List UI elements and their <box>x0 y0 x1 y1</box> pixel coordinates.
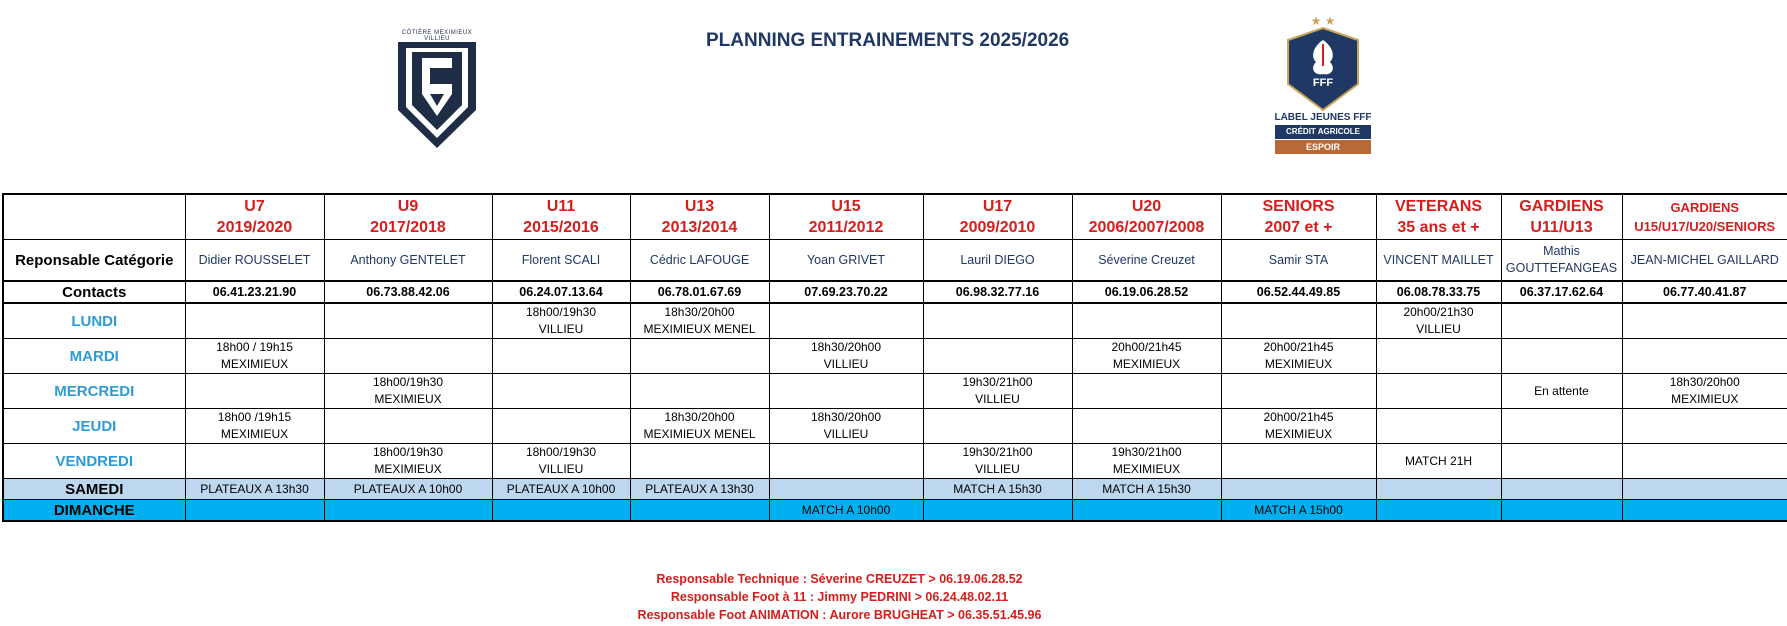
responsable-name: Mathis GOUTTEFANGEAS <box>1505 244 1618 275</box>
weekend-event: MATCH A 15h30 <box>953 481 1042 496</box>
schedule-cell <box>1622 303 1787 339</box>
session-time: 20h00/21h45 <box>1263 410 1334 424</box>
espoir-text: ESPOIR <box>1275 140 1371 154</box>
responsable-name: Cédric LAFOUGE <box>649 252 750 267</box>
schedule-cell <box>923 444 1072 479</box>
day-label-text: VENDREDI <box>55 452 133 470</box>
category-name: VETERANS <box>1394 198 1483 215</box>
session-location: VILLIEU <box>975 392 1020 406</box>
category-header-cell <box>1221 194 1376 240</box>
schedule-cell <box>1072 339 1221 374</box>
category-name: U9 <box>397 198 419 215</box>
schedule-cell <box>1376 374 1501 409</box>
schedule-cell <box>1622 339 1787 374</box>
schedule-cell <box>1622 444 1787 479</box>
responsable-cell <box>1221 240 1376 282</box>
row-label <box>3 240 185 282</box>
responsables-row <box>3 240 1787 282</box>
schedule-cell <box>1221 409 1376 444</box>
category-years: 2015/2016 <box>523 219 599 236</box>
header-empty-cell <box>3 194 185 240</box>
schedule-cell <box>923 339 1072 374</box>
schedule-cell <box>1072 374 1221 409</box>
session-location: MEXIMIEUX <box>1671 392 1739 406</box>
contact-cell <box>923 281 1072 303</box>
category-years: 35 ans et + <box>1397 219 1480 236</box>
session-time: 19h30/21h00 <box>962 445 1033 459</box>
weekend-cell <box>630 500 769 522</box>
contact-phone: 06.08.78.33.75 <box>1396 284 1481 299</box>
category-header-cell <box>923 194 1072 240</box>
schedule-cell <box>630 444 769 479</box>
weekend-cell <box>1501 479 1622 500</box>
contact-cell <box>1501 281 1622 303</box>
row-label-text: Reponsable Catégorie <box>15 251 174 269</box>
weekend-event: MATCH A 15h00 <box>1254 502 1343 517</box>
responsable-name: Séverine Creuzet <box>1098 252 1195 267</box>
responsable-name: Florent SCALI <box>521 252 601 267</box>
session-time: 18h30/20h00 <box>664 410 735 424</box>
schedule-cell <box>923 303 1072 339</box>
session-time: En attente <box>1534 383 1589 398</box>
contact-phone: 07.69.23.70.22 <box>804 284 888 299</box>
session-time: 18h30/20h00 <box>810 410 882 424</box>
schedule-cell <box>1376 339 1501 374</box>
session-location: MEXIMIEUX <box>374 462 442 476</box>
stars-icon: ★ ★ <box>1310 14 1336 28</box>
schedule-cell <box>1376 444 1501 479</box>
weekend-cell <box>1501 500 1622 522</box>
responsable-cell <box>1072 240 1221 282</box>
weekend-cell <box>923 479 1072 500</box>
contact-cell <box>1221 281 1376 303</box>
club-crest-icon <box>394 30 480 150</box>
responsable-cell <box>1622 240 1787 282</box>
session-time: 18h00 /19h15 <box>217 410 292 424</box>
weekend-event: PLATEAUX A 10h00 <box>353 481 463 496</box>
session-location: MEXIMIEUX <box>1112 462 1181 476</box>
schedule-cell <box>1501 339 1622 374</box>
session-location: MEXIMIEUX <box>1112 357 1181 371</box>
session-time: 18h00/19h30 <box>372 445 444 459</box>
responsable-cell <box>769 240 923 282</box>
day-row-dimanche <box>3 500 1787 522</box>
contact-cell <box>769 281 923 303</box>
day-row-samedi <box>3 479 1787 500</box>
schedule-cell <box>185 444 324 479</box>
schedule-cell <box>1376 303 1501 339</box>
weekend-cell <box>1072 500 1221 522</box>
category-header-cell <box>769 194 923 240</box>
day-row-mardi <box>3 339 1787 374</box>
schedule-cell <box>769 444 923 479</box>
category-name: U15 <box>831 198 861 215</box>
contact-phone: 06.37.17.62.64 <box>1519 284 1604 299</box>
schedule-cell <box>630 339 769 374</box>
weekend-cell <box>185 479 324 500</box>
session-time: 18h00 / 19h15 <box>216 340 293 354</box>
category-header-cell <box>1501 194 1622 240</box>
responsable-name: Anthony GENTELET <box>350 252 466 267</box>
category-name: U20 <box>1131 198 1162 215</box>
responsable-name: VINCENT MAILLET <box>1383 252 1494 267</box>
category-years: 2011/2012 <box>808 219 884 236</box>
session-location: MEXIMIEUX MENEL <box>643 427 756 441</box>
category-years: 2013/2014 <box>661 219 738 236</box>
session-location: VILLIEU <box>975 462 1020 476</box>
weekend-cell <box>630 479 769 500</box>
weekend-cell <box>324 500 492 522</box>
day-label-text: MERCREDI <box>54 382 135 400</box>
session-time: 20h00/21h45 <box>1111 340 1182 354</box>
schedule-cell <box>769 339 923 374</box>
day-label-text: MARDI <box>69 347 119 365</box>
fff-letters: FFF <box>1312 77 1334 89</box>
contacts-row <box>3 281 1787 303</box>
category-header-cell <box>185 194 324 240</box>
category-name: U13 <box>684 198 715 215</box>
day-label-text: SAMEDI <box>65 480 124 498</box>
category-years: U11/U13 <box>1530 219 1593 236</box>
contact-phone: 06.98.32.77.16 <box>955 284 1040 299</box>
footer-animation-manager: Responsable Foot ANIMATION : Aurore BRUGHEAT > 06.35.51.45.96 <box>637 608 1042 622</box>
weekend-event: MATCH A 10h00 <box>801 502 891 517</box>
contact-phone: 06.77.40.41.87 <box>1663 284 1747 299</box>
responsable-cell <box>923 240 1072 282</box>
schedule-cell <box>1072 303 1221 339</box>
day-label-text: DIMANCHE <box>53 501 135 519</box>
weekend-event: PLATEAUX A 10h00 <box>506 481 616 496</box>
schedule-cell <box>324 444 492 479</box>
contact-phone: 06.52.44.49.85 <box>1256 284 1341 299</box>
schedule-cell <box>492 339 630 374</box>
category-header-row <box>3 194 1787 240</box>
weekend-cell <box>1622 479 1787 500</box>
category-header-cell <box>492 194 630 240</box>
session-time: 18h00/19h30 <box>525 445 597 459</box>
responsable-name: Yoan GRIVET <box>806 252 886 267</box>
training-schedule-table <box>2 193 1787 522</box>
contact-cell <box>185 281 324 303</box>
schedule-cell <box>1221 303 1376 339</box>
day-label <box>3 500 185 522</box>
weekend-cell <box>1622 500 1787 522</box>
schedule-cell <box>492 303 630 339</box>
category-years: 2019/2020 <box>216 219 293 236</box>
schedule-cell <box>324 374 492 409</box>
schedule-cell <box>1622 374 1787 409</box>
session-location: MEXIMIEUX <box>220 427 289 441</box>
schedule-cell <box>769 303 923 339</box>
category-header-cell <box>1072 194 1221 240</box>
contact-phone: 06.24.07.13.64 <box>519 284 603 299</box>
day-label <box>3 409 185 444</box>
category-name: SENIORS <box>1262 198 1335 215</box>
day-row-mercredi <box>3 374 1787 409</box>
row-label <box>3 281 185 303</box>
weekend-cell <box>1376 500 1501 522</box>
session-location: VILLIEU <box>823 357 869 371</box>
session-time: 18h00/19h30 <box>372 375 444 389</box>
weekend-event: PLATEAUX A 13h30 <box>645 481 754 496</box>
schedule-cell <box>1376 409 1501 444</box>
page-title: PLANNING ENTRAINEMENTS 2025/2026 <box>706 30 1070 51</box>
day-label <box>3 303 185 339</box>
schedule-cell <box>492 409 630 444</box>
session-location: MEXIMIEUX <box>374 392 442 406</box>
row-label-text: Contacts <box>62 283 127 301</box>
club-logo-arc-text: CÔTIÈRE MEXIMIEUX VILLIEU <box>401 30 473 42</box>
responsable-cell <box>492 240 630 282</box>
category-header-cell <box>1376 194 1501 240</box>
session-location: VILLIEU <box>1416 322 1461 336</box>
session-time: 18h00/19h30 <box>525 305 597 319</box>
session-time: 18h30/20h00 <box>664 305 735 319</box>
session-location: VILLIEU <box>538 462 584 476</box>
schedule-cell <box>630 374 769 409</box>
day-row-lundi <box>3 303 1787 339</box>
session-location: MEXIMIEUX <box>220 357 289 371</box>
session-time: 20h00/21h45 <box>1263 340 1334 354</box>
responsable-name: JEAN-MICHEL GAILLARD <box>1630 252 1779 267</box>
contact-phone: 06.78.01.67.69 <box>657 284 742 299</box>
responsable-cell <box>1376 240 1501 282</box>
weekend-event: PLATEAUX A 13h30 <box>200 481 309 496</box>
contact-cell <box>1376 281 1501 303</box>
category-header-cell <box>1622 194 1787 240</box>
session-time: 19h30/21h00 <box>1111 445 1182 459</box>
club-logo <box>394 30 480 150</box>
session-time: MATCH 21H <box>1404 453 1473 468</box>
category-years: 2006/2007/2008 <box>1088 219 1205 236</box>
weekend-cell <box>185 500 324 522</box>
day-label <box>3 374 185 409</box>
schedule-cell <box>923 409 1072 444</box>
contact-cell <box>630 281 769 303</box>
label-jeunes-text: LABEL JEUNES FFF <box>1274 112 1372 123</box>
day-row-jeudi <box>3 409 1787 444</box>
responsable-cell <box>630 240 769 282</box>
category-header-cell <box>324 194 492 240</box>
category-name: U7 <box>244 198 265 215</box>
fff-shield-icon <box>1270 26 1376 112</box>
responsable-cell <box>1501 240 1622 282</box>
weekend-cell <box>1072 479 1221 500</box>
category-years: 2017/2018 <box>370 219 446 236</box>
responsable-name: Didier ROUSSELET <box>198 252 311 267</box>
session-location: MEXIMIEUX MENEL <box>643 322 756 336</box>
weekend-cell <box>923 500 1072 522</box>
day-label-text: LUNDI <box>71 312 118 330</box>
schedule-cell <box>185 409 324 444</box>
category-years: 2007 et + <box>1264 219 1333 236</box>
footer-responsables <box>0 570 1787 624</box>
contact-cell <box>492 281 630 303</box>
category-name: U11 <box>546 198 576 215</box>
session-location: VILLIEU <box>823 427 869 441</box>
schedule-cell <box>185 303 324 339</box>
contact-cell <box>1072 281 1221 303</box>
schedule-cell <box>185 339 324 374</box>
footer-foot-a-11-manager: Responsable Foot à 11 : Jimmy PEDRINI > 06.24.48.02.11 <box>670 590 1009 604</box>
schedule-cell <box>923 374 1072 409</box>
contact-phone: 06.41.23.21.90 <box>212 284 297 299</box>
schedule-cell <box>1221 374 1376 409</box>
schedule-cell <box>630 303 769 339</box>
schedule-cell <box>492 374 630 409</box>
contact-phone: 06.19.06.28.52 <box>1104 284 1189 299</box>
weekend-cell <box>1221 479 1376 500</box>
contact-phone: 06.73.88.42.06 <box>366 284 450 299</box>
session-time: 18h30/20h00 <box>810 340 882 354</box>
schedule-cell <box>324 409 492 444</box>
day-label <box>3 479 185 500</box>
weekend-cell <box>492 479 630 500</box>
session-time: 19h30/21h00 <box>962 375 1033 389</box>
session-location: VILLIEU <box>538 322 584 336</box>
schedule-cell <box>1221 339 1376 374</box>
category-header-cell <box>630 194 769 240</box>
weekend-event: MATCH A 15h30 <box>1102 481 1191 496</box>
footer-technical-manager: Responsable Technique : Séverine CREUZET > 06.19.06.28.52 <box>656 572 1023 586</box>
session-location: MEXIMIEUX <box>1264 357 1333 371</box>
day-label <box>3 444 185 479</box>
day-row-vendredi <box>3 444 1787 479</box>
schedule-cell <box>1501 444 1622 479</box>
session-location: MEXIMIEUX <box>1264 427 1333 441</box>
schedule-cell <box>769 374 923 409</box>
weekend-cell <box>769 500 923 522</box>
weekend-cell <box>769 479 923 500</box>
category-name: GARDIENS <box>1670 200 1740 215</box>
responsable-cell <box>324 240 492 282</box>
schedule-cell <box>1072 409 1221 444</box>
schedule-cell <box>1501 303 1622 339</box>
credit-agricole-text: CRÉDIT AGRICOLE <box>1275 125 1371 139</box>
schedule-cell <box>492 444 630 479</box>
responsable-name: Lauril DIEGO <box>960 252 1035 267</box>
category-name: GARDIENS <box>1519 198 1604 215</box>
schedule-cell <box>324 339 492 374</box>
schedule-cell <box>324 303 492 339</box>
schedule-cell <box>1501 374 1622 409</box>
category-name: U17 <box>982 198 1013 215</box>
fff-label-logo <box>1270 14 1376 164</box>
schedule-cell <box>1072 444 1221 479</box>
schedule-cell <box>630 409 769 444</box>
responsable-name: Samir STA <box>1268 252 1329 267</box>
schedule-cell <box>1221 444 1376 479</box>
contact-cell <box>324 281 492 303</box>
weekend-cell <box>1221 500 1376 522</box>
day-label-text: JEUDI <box>72 417 117 435</box>
schedule-cell <box>1501 409 1622 444</box>
category-years: 2009/2010 <box>959 219 1036 236</box>
weekend-cell <box>324 479 492 500</box>
schedule-cell <box>185 374 324 409</box>
session-time: 18h30/20h00 <box>1669 375 1740 389</box>
weekend-cell <box>492 500 630 522</box>
schedule-cell <box>769 409 923 444</box>
weekend-cell <box>1376 479 1501 500</box>
responsable-cell <box>185 240 324 282</box>
day-label <box>3 339 185 374</box>
contact-cell <box>1622 281 1787 303</box>
schedule-cell <box>1622 409 1787 444</box>
category-years: U15/U17/U20/SENIORS <box>1634 219 1776 234</box>
session-time: 20h00/21h30 <box>1403 305 1474 319</box>
